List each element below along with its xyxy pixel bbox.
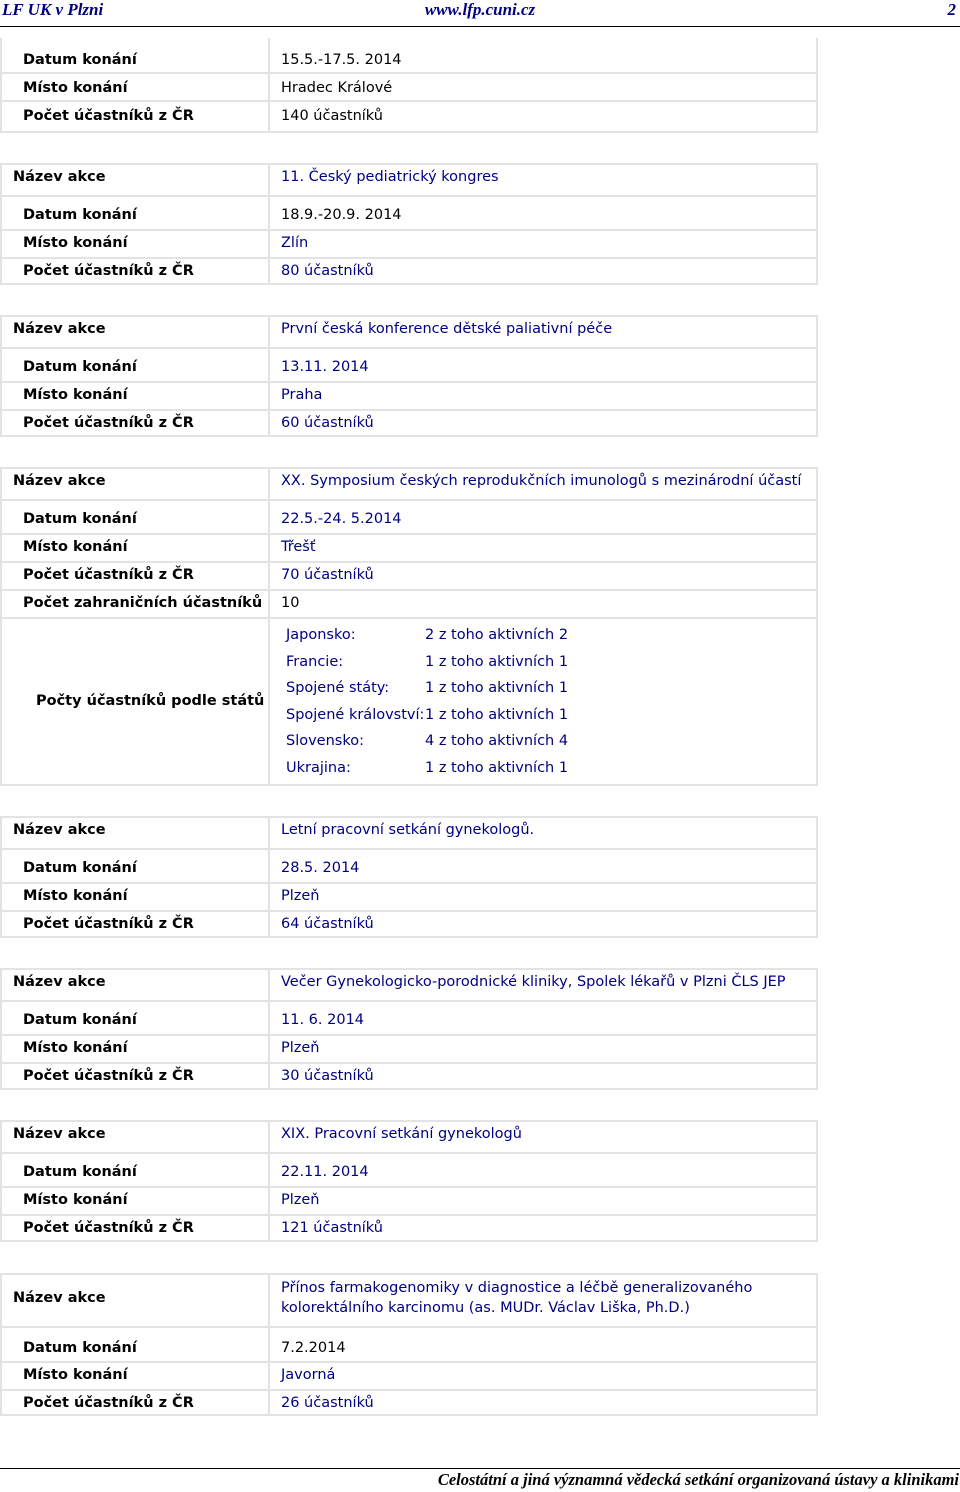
country-name: Slovensko: [286,733,364,749]
country-name: Francie: [286,654,344,670]
event-card [0,968,818,1090]
count-value: 60 účastníků [281,415,374,431]
name-label: Název akce [13,473,106,489]
date-value: 22.11. 2014 [281,1164,369,1180]
country-detail: 1 z toho aktivních 1 [425,760,569,776]
country-name: Spojené království: [286,707,425,723]
name-label: Název akce [13,822,106,838]
date-label: Datum konání [23,1012,137,1028]
date-value: 11. 6. 2014 [281,1012,365,1028]
place-value: Zlín [281,235,309,251]
header-url[interactable]: www.lfp.cuni.cz [424,0,536,19]
count-value: 140 účastníků [281,108,383,124]
count-value: 80 účastníků [281,263,374,279]
date-value: 15.5.-17.5. 2014 [281,52,402,68]
count-value: 30 účastníků [281,1068,374,1084]
country-detail: 4 z toho aktivních 4 [425,733,569,749]
event-card [0,163,818,285]
place-label: Místo konání [23,1192,128,1208]
foreign-count-value: 10 [281,595,300,611]
name-label: Název akce [13,1290,106,1306]
country-detail: 1 z toho aktivních 1 [425,680,569,696]
country-name: Japonsko: [286,627,356,643]
event-name: Večer Gynekologicko-porodnické kliniky, Spolek lékařů v Plzni ČLS JEP [281,974,786,990]
footer-title: Celostátní a jiná významná vědecká setkání organizovaná ústavy a klinikami [437,1470,959,1489]
place-value: Plzeň [281,1040,320,1056]
count-label: Počet účastníků z ČR [23,108,194,124]
count-label: Počet účastníků z ČR [23,567,194,583]
page-number: 2 [947,0,956,19]
place-value: Hradec Králové [281,80,393,96]
country-detail: 1 z toho aktivních 1 [425,707,569,723]
event-name: Letní pracovní setkání gynekologů. [281,822,535,838]
count-value: 64 účastníků [281,916,374,932]
place-label: Místo konání [23,387,128,403]
event-card [0,1273,818,1416]
place-label: Místo konání [23,1367,128,1383]
place-label: Místo konání [23,1040,128,1056]
date-label: Datum konání [23,207,137,223]
country-detail: 2 z toho aktivních 2 [425,627,569,643]
place-value: Praha [281,387,323,403]
date-label: Datum konání [23,860,137,876]
event-name: XX. Symposium českých reprodukčních imunologů s mezinárodní účastí [281,473,802,489]
place-label: Místo konání [23,539,128,555]
name-label: Název akce [13,169,106,185]
count-label: Počet účastníků z ČR [23,415,194,431]
date-value: 28.5. 2014 [281,860,360,876]
place-label: Místo konání [23,80,128,96]
place-label: Místo konání [23,235,128,251]
date-label: Datum konání [23,359,137,375]
header-institution: LF UK v Plzni [2,0,104,19]
count-label: Počet účastníků z ČR [23,1220,194,1236]
place-label: Místo konání [23,888,128,904]
page-header [0,0,960,27]
date-value: 13.11. 2014 [281,359,369,375]
event-card [0,1120,818,1242]
event-card [0,38,818,133]
event-card [0,816,818,938]
count-value: 70 účastníků [281,567,374,583]
count-label: Počet účastníků z ČR [23,1395,194,1411]
event-name-line-2: kolorektálního karcinomu (as. MUDr. Václav Liška, Ph.D.) [281,1300,690,1316]
date-label: Datum konání [23,1164,137,1180]
country-name: Ukrajina: [286,760,351,776]
count-label: Počet účastníků z ČR [23,263,194,279]
event-name: 11. Český pediatrický kongres [281,169,499,185]
place-value: Plzeň [281,888,320,904]
date-value: 7.2.2014 [281,1340,346,1356]
by-country-label: Počty účastníků podle států [36,693,265,709]
date-label: Datum konání [23,511,137,527]
event-name: První česká konference dětské paliativní péče [281,321,613,337]
place-value: Plzeň [281,1192,320,1208]
country-name: Spojené státy: [286,680,390,696]
country-detail: 1 z toho aktivních 1 [425,654,569,670]
count-label: Počet účastníků z ČR [23,1068,194,1084]
count-label: Počet účastníků z ČR [23,916,194,932]
date-value: 18.9.-20.9. 2014 [281,207,402,223]
event-card [0,467,818,786]
name-label: Název akce [13,974,106,990]
page-footer [0,1468,960,1492]
name-label: Název akce [13,321,106,337]
date-label: Datum konání [23,52,137,68]
date-value: 22.5.-24. 5.2014 [281,511,402,527]
place-value: Třešť [281,539,316,555]
foreign-count-label: Počet zahraničních účastníků [23,595,263,611]
date-label: Datum konání [23,1340,137,1356]
event-name-line-1: Přínos farmakogenomiky v diagnostice a léčbě generalizovaného [281,1280,753,1296]
event-name: XIX. Pracovní setkání gynekologů [281,1126,522,1142]
name-label: Název akce [13,1126,106,1142]
count-value: 121 účastníků [281,1220,383,1236]
place-value: Javorná [281,1367,336,1383]
event-card [0,315,818,437]
count-value: 26 účastníků [281,1395,374,1411]
